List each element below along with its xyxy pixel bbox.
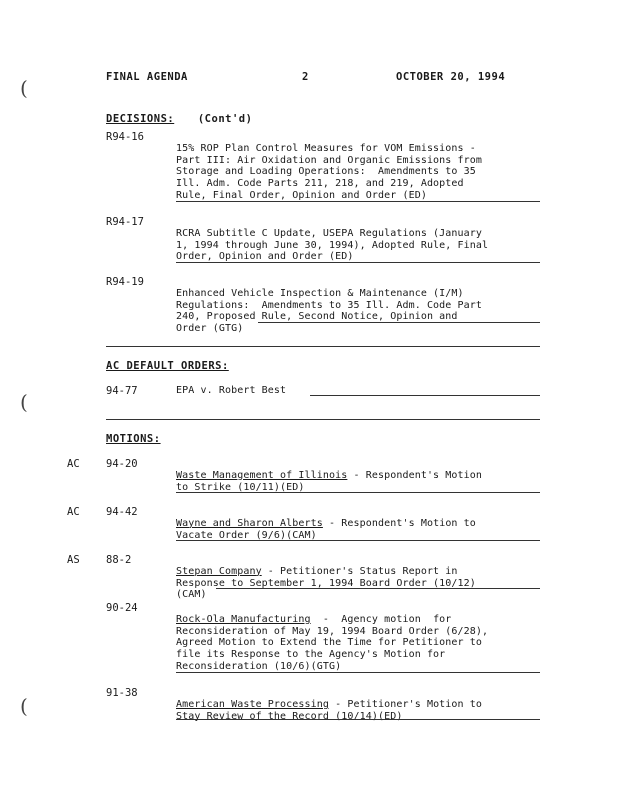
text-line: 1, 1994 through June 30, 1994), Adopted Rule, Final xyxy=(176,239,489,251)
motion-title-rest: - Respondent's Motion xyxy=(347,469,483,481)
text-line xyxy=(176,470,482,482)
signature-line xyxy=(176,719,540,720)
text-line: Response to September 1, 1994 Board Order (10/12) xyxy=(176,577,476,589)
text-line: to Strike (10/11)(ED) xyxy=(176,481,305,493)
text-line: Stay Review of the Record (10/14)(ED) xyxy=(176,710,403,722)
signature-line xyxy=(176,492,540,493)
signature-line xyxy=(216,588,540,589)
text-line xyxy=(176,566,476,578)
text-line: Agreed Motion to Extend the Time for Petitioner to xyxy=(176,637,483,649)
motion-party: Rock-Ola Manufacturing xyxy=(176,613,311,625)
text-line: Ill. Adm. Code Parts 211, 218, and 219, Adopted xyxy=(176,178,464,190)
motion-title-rest: - Petitioner's Motion to xyxy=(329,698,483,710)
decisions-cont: (Cont'd) xyxy=(197,113,253,125)
header-title: FINAL AGENDA xyxy=(106,71,188,83)
text-line: 240, Proposed Rule, Second Notice, Opinion and xyxy=(176,311,458,323)
motion-party: Stepan Company xyxy=(176,565,262,577)
text-line: Storage and Loading Operations: Amendments to 35 xyxy=(176,166,476,178)
page-number: 2 xyxy=(302,71,309,83)
text-line: Order (GTG) xyxy=(176,323,244,335)
motion-code: 94-42 xyxy=(106,506,138,518)
motion-title-rest: - Agency motion for xyxy=(310,613,452,625)
decision-text xyxy=(176,276,482,347)
motion-title-rest: - Petitioner's Status Report in xyxy=(261,565,458,577)
text-line xyxy=(176,699,482,711)
decisions-heading-row xyxy=(106,107,252,126)
margin-mark: ( xyxy=(20,390,28,414)
margin-mark: ( xyxy=(20,76,28,100)
text-line: file its Response to the Agency's Motion for xyxy=(176,649,446,661)
motion-prefix: AC xyxy=(67,458,80,470)
order-code: 94-77 xyxy=(106,385,138,397)
text-line: Regulations: Amendments to 35 Ill. Adm. Code Part xyxy=(176,299,483,311)
motion-party: American Waste Processing xyxy=(176,698,330,710)
motion-prefix: AS xyxy=(67,554,80,566)
signature-line xyxy=(176,201,540,202)
signature-line xyxy=(258,322,540,323)
margin-mark: ( xyxy=(20,694,28,718)
signature-line xyxy=(310,395,540,396)
text-line: Enhanced Vehicle Inspection & Maintenance (I/M) xyxy=(176,287,464,299)
signature-line xyxy=(176,672,540,673)
text-line: Part III: Air Oxidation and Organic Emissions from xyxy=(176,154,483,166)
section-rule xyxy=(106,419,540,420)
motion-code: 91-38 xyxy=(106,687,138,699)
decision-code: R94-19 xyxy=(106,276,144,288)
ac-default-heading: AC DEFAULT ORDERS: xyxy=(106,360,229,372)
motion-title-rest: - Respondent's Motion to xyxy=(322,517,476,529)
text-line: Order, Opinion and Order (ED) xyxy=(176,251,354,263)
motions-heading: MOTIONS: xyxy=(106,433,161,445)
order-text: EPA v. Robert Best xyxy=(176,385,287,396)
decisions-heading: DECISIONS: xyxy=(106,113,175,125)
text-line: Rule, Final Order, Opinion and Order (ED) xyxy=(176,189,427,201)
motion-text xyxy=(176,458,482,505)
decision-code: R94-16 xyxy=(106,131,144,143)
signature-line xyxy=(176,540,540,541)
signature-line xyxy=(176,262,540,263)
decision-text xyxy=(176,216,488,275)
text-line: Reconsideration (10/6)(GTG) xyxy=(176,660,342,672)
motion-code: 90-24 xyxy=(106,602,138,614)
motion-party: Waste Management of Illinois xyxy=(176,469,348,481)
text-line xyxy=(176,518,476,530)
text-line: Reconsideration of May 19, 1994 Board Order (6/28), xyxy=(176,625,489,637)
motion-code: 88-2 xyxy=(106,554,132,566)
motion-code: 94-20 xyxy=(106,458,138,470)
text-line: 15% ROP Plan Control Measures for VOM Emissions - xyxy=(176,142,476,154)
text-line: RCRA Subtitle C Update, USEPA Regulations (January xyxy=(176,227,483,239)
motion-text xyxy=(176,687,482,734)
text-line: (CAM) xyxy=(176,589,207,601)
motion-prefix: AC xyxy=(67,506,80,518)
motion-text xyxy=(176,506,476,553)
motion-party: Wayne and Sharon Alberts xyxy=(176,517,323,529)
text-line: Vacate Order (9/6)(CAM) xyxy=(176,529,317,541)
section-rule xyxy=(106,346,540,347)
decision-code: R94-17 xyxy=(106,216,144,228)
text-line xyxy=(176,614,488,626)
header-date: OCTOBER 20, 1994 xyxy=(396,71,506,83)
